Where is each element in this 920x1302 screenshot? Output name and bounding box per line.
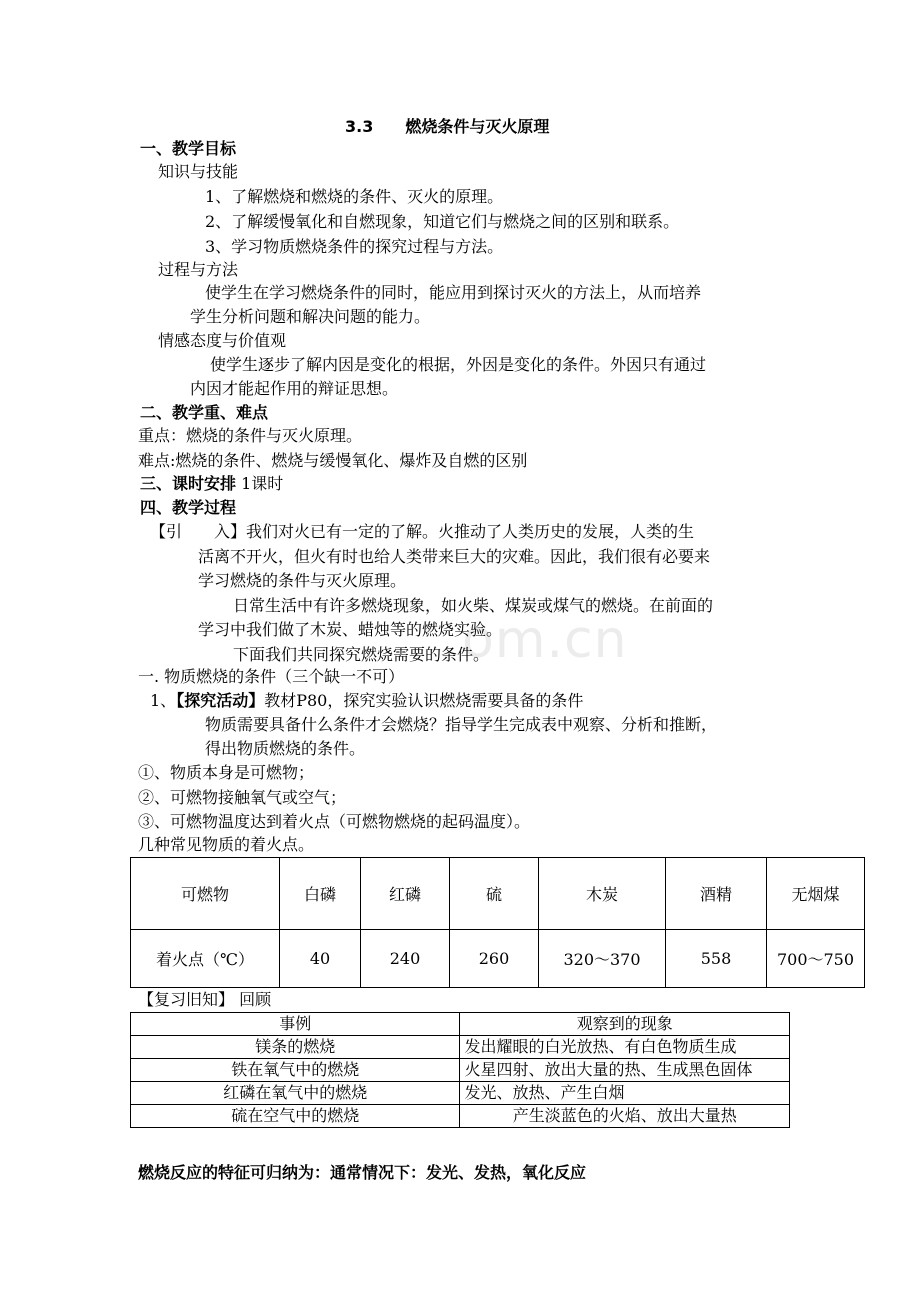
section-3-heading: 三、课时安排 — [140, 474, 237, 493]
table-cell: 观察到的现象 — [460, 1013, 790, 1036]
guide-text: 物质需要具备什么条件才会燃烧？指导学生完成表中观察、分析和推断， — [205, 715, 718, 734]
table-cell: 发光、放热、产生白烟 — [460, 1082, 790, 1105]
objective-item: 3、学习物质燃烧条件的探究过程与方法。 — [205, 237, 504, 256]
watermark: om.cn — [462, 610, 628, 670]
page-title: 3.3 燃烧条件与灭火原理 — [345, 117, 550, 136]
table-cell: 240 — [361, 930, 450, 988]
table-cell: 事例 — [131, 1013, 460, 1036]
table-cell: 硫在空气中的燃烧 — [131, 1105, 460, 1128]
section-3-value: 1课时 — [241, 474, 284, 493]
table-cell: 260 — [450, 930, 539, 988]
activity-number: 1、 — [150, 691, 177, 710]
table-cell: 红磷在氧气中的燃烧 — [131, 1082, 460, 1105]
table-row — [131, 1082, 790, 1105]
review-text: 回顾 — [239, 990, 272, 1009]
table-cell: 酒精 — [666, 858, 767, 930]
section-1-heading: 一、教学目标 — [140, 139, 237, 158]
activity-label: 【探究活动】 — [176, 691, 265, 710]
subheading-process: 过程与方法 — [158, 260, 239, 279]
table-row — [131, 1036, 790, 1059]
intro-text: 我们对火已有一定的了解。火推动了人类历史的发展，人类的生 — [246, 522, 695, 541]
condition-item: ②、可燃物接触氧气或空气； — [138, 788, 347, 807]
attitude-text: 使学生逐步了解内因是变化的根据，外因是变化的条件。外因只有通过 — [210, 355, 707, 374]
intro-text: 活离不开火，但火有时也给人类带来巨大的灾难。因此，我们很有必要来 — [198, 547, 711, 566]
process-text: 使学生在学习燃烧条件的同时，能应用到探讨灭火的方法上，从而培养 — [205, 283, 702, 302]
table-cell: 镁条的燃烧 — [131, 1036, 460, 1059]
table-cell: 硫 — [450, 858, 539, 930]
review-label: 【复习旧知】 — [138, 990, 235, 1009]
subheading-attitude: 情感态度与价值观 — [158, 331, 287, 350]
table-row — [131, 1105, 790, 1128]
conclusion: 燃烧反应的特征可归纳为：通常情况下：发光、发热，氧化反应 — [138, 1163, 587, 1182]
process-text: 学生分析问题和解决问题的能力。 — [190, 307, 431, 326]
section-4-heading: 四、教学过程 — [140, 498, 237, 517]
table-cell: 红磷 — [361, 858, 450, 930]
table-cell: 白磷 — [280, 858, 361, 930]
subheading-knowledge: 知识与技能 — [158, 162, 239, 181]
table-caption: 几种常见物质的着火点。 — [138, 835, 315, 854]
table-cell: 发出耀眼的白光放热、有白色物质生成 — [460, 1036, 790, 1059]
table-cell: 木炭 — [539, 858, 666, 930]
intro-paragraph — [150, 521, 694, 543]
table-cell: 40 — [280, 930, 361, 988]
review-line — [138, 989, 271, 1011]
guide-text: 得出物质燃烧的条件。 — [205, 739, 366, 758]
table-cell: 火星四射、放出大量的热、生成黑色固体 — [460, 1059, 790, 1082]
part-1-heading: 一. 物质燃烧的条件（三个缺一不可） — [138, 667, 405, 686]
key-point: 重点：燃烧的条件与灭火原理。 — [138, 426, 363, 445]
objective-item: 1、了解燃烧和燃烧的条件、灭火的原理。 — [205, 187, 504, 206]
intro-text: 学习燃烧的条件与灭火原理。 — [198, 571, 407, 590]
difficult-point: 难点:燃烧的条件、燃烧与缓慢氧化、爆炸及自燃的区别 — [138, 451, 528, 470]
paragraph-text: 学习中我们做了木炭、蜡烛等的燃烧实验。 — [198, 620, 503, 639]
table-cell: 320～370 — [539, 930, 666, 988]
attitude-text: 内因才能起作用的辩证思想。 — [190, 379, 399, 398]
paragraph-text: 日常生活中有许多燃烧现象，如火柴、煤炭或煤气的燃烧。在前面的 — [233, 596, 714, 615]
table-header-row — [131, 1013, 790, 1036]
table-cell: 无烟煤 — [767, 858, 865, 930]
ignition-point-table — [130, 857, 865, 988]
objective-item: 2、了解缓慢氧化和自燃现象，知道它们与燃烧之间的区别和联系。 — [205, 212, 680, 231]
table-cell: 700～750 — [767, 930, 865, 988]
table-cell: 可燃物 — [131, 858, 280, 930]
table-cell: 铁在氧气中的燃烧 — [131, 1059, 460, 1082]
paragraph-text: 下面我们共同探究燃烧需要的条件。 — [233, 645, 490, 664]
table-row — [131, 930, 865, 988]
activity-text: 教材P80，探究实验认识燃烧需要具备的条件 — [264, 691, 584, 710]
activity-line — [150, 690, 583, 712]
table-cell: 着火点（℃） — [131, 930, 280, 988]
condition-item: ①、物质本身是可燃物； — [138, 763, 315, 782]
table-row — [131, 1059, 790, 1082]
review-table — [130, 1012, 790, 1128]
section-3 — [140, 473, 283, 495]
intro-label: 【引 入】 — [150, 522, 247, 541]
table-cell: 558 — [666, 930, 767, 988]
section-2-heading: 二、教学重、难点 — [140, 403, 269, 422]
table-header-row — [131, 858, 865, 930]
table-cell: 产生淡蓝色的火焰、放出大量热 — [460, 1105, 790, 1128]
condition-item: ③、可燃物温度达到着火点（可燃物燃烧的起码温度）。 — [138, 812, 531, 831]
